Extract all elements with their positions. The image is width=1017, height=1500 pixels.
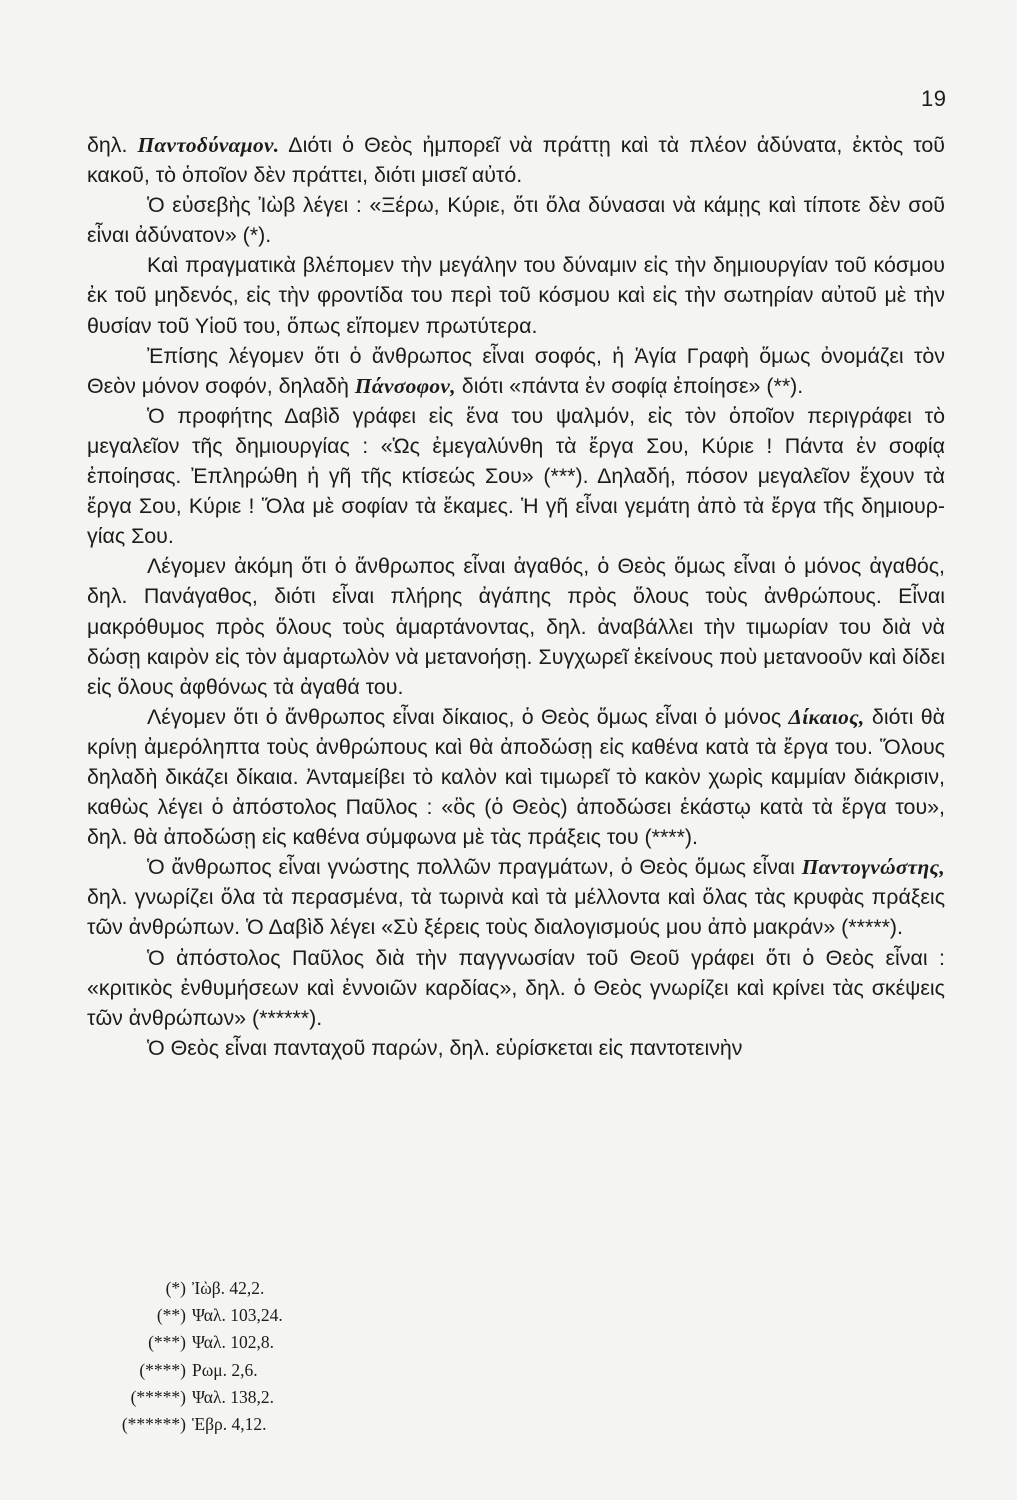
body-text [87,130,945,1063]
footnote-reference: Ρωμ. 2,6. [192,1359,258,1380]
footnote [100,1329,430,1356]
text-segment: διότι θὰ κρίνῃ ἀμερόληπτα τοὺς ἀνθρώπους καὶ θὰ ἀποδώσῃ εἰς καθένα κατὰ τὰ ἔργα του. Ὅλους δηλαδὴ δικάζει δίκαια. Ἀνταμείβει τὸ καλὸν καὶ τιμωρεῖ τὸ κακὸν χωρὶς καμμίαν διάκρισιν, καθὼς λέγει ὁ ἀπόστολος Παῦλος : «ὃς (ὁ Θεὸς) ἀποδώσει ἑκάστῳ κατὰ τὰ ἔργα του», δηλ. θὰ ἀποδώσῃ εἰς καθένα σύμφωνα μὲ τὰς πράξεις του (****). [87,704,945,850]
footnote-reference: Ψαλ. 138,2. [192,1386,274,1407]
footnote-mark: (*) [165,1278,186,1298]
footnote-mark: (****) [139,1359,186,1380]
emphasized-term: Παντοδύναμον. [137,133,280,157]
paragraph [87,341,945,401]
paragraph [87,401,945,551]
footnote [100,1411,430,1438]
emphasized-term: Δίκαιος, [788,704,865,729]
text-segment: Διότι ὁ Θεὸς ἠμπορεῖ νὰ πράττῃ καὶ τὰ πλέον ἀδύνατα, ἐκτὸς τοῦ κακοῦ, τὸ ὁποῖον δὲν πράττει, διότι μισεῖ αὐτό. [87,133,945,188]
paragraph [87,190,945,250]
text-segment: Καὶ πραγματικὰ βλέπομεν τὴν μεγάλην του δύναμιν εἰς τὴν δημιουργίαν τοῦ κόσμου ἐκ τοῦ μηδενός, εἰς τὴν φροντίδα του περὶ τοῦ κόσμου καὶ εἰς τὴν σωτηρίαν αὐτοῦ μὲ τὴν θυσίαν τοῦ Υἱοῦ του, ὅπως εἴπομεν πρωτύτερα. [87,253,945,338]
paragraph [87,130,945,190]
text-segment: Ἐπίσης λέγομεν ὅτι ὁ ἄνθρωπος εἶναι σοφός, ἡ Ἁγία Γραφὴ ὅμως ὀνομάζει τὸν Θεὸν μόνον σοφόν, δηλαδὴ [87,343,945,398]
footnote [100,1302,430,1329]
text-segment: Ὁ Θεὸς εἶναι πανταχοῦ παρών, δηλ. εὑρίσκεται εἰς παντοτεινὴν [147,1035,743,1060]
text-segment: διότι «πάντα ἐν σοφίᾳ ἐποίησε» (**). [455,373,804,398]
footnote-reference: Ἑβρ. 4,12. [192,1414,267,1435]
footnotes [100,1275,430,1438]
footnote-reference: Ψαλ. 103,24. [192,1305,283,1326]
footnote-mark: (**) [156,1305,186,1326]
paragraph [87,702,945,852]
paragraph [87,1033,945,1063]
text-segment: Λέγομεν ὅτι ὁ ἄνθρωπος εἶναι δίκαιος, ὁ Θεὸς ὅμως εἶναι ὁ μόνος [147,704,789,729]
paragraph [87,250,945,340]
footnote-mark: (*****) [130,1386,186,1407]
text-segment: Ὁ εὐσεβὴς Ἰὼβ λέγει : «Ξέρω, Κύριε, ὅτι ὅλα δύνασαι νὰ κάμῃς καὶ τίποτε δὲν σοῦ εἶναι ἀδύνατον» (*). [87,193,945,248]
emphasized-term: Πάνσοφον, [354,373,456,398]
text-segment: δηλ. [87,133,138,157]
footnote [100,1357,430,1384]
text-segment: δηλ. γνωρίζει ὅλα τὰ περασμένα, τὰ τωρινὰ καὶ τὰ μέλλοντα καὶ ὅλας τὰς κρυφὰς πράξεις τῶν ἀνθρώπων. Ὁ Δαβὶδ λέγει «Σὺ ξέρεις τοὺς διαλογισμούς μου ἀπὸ μακράν» (*****). [87,885,945,940]
paragraph [87,551,945,701]
footnote-reference: Ψαλ. 102,8. [192,1332,274,1353]
footnote-mark: (******) [121,1414,186,1435]
paragraph [87,852,945,942]
emphasized-term: Παντογνώστης, [801,855,945,880]
footnote [100,1384,430,1411]
page-number: 19 [921,86,947,111]
footnote [100,1275,430,1302]
footnote-mark: (***) [148,1332,186,1353]
text-segment: Ὁ προφήτης Δαβὶδ γράφει εἰς ἕνα του ψαλμόν, εἰς τὸν ὁποῖον περιγράφει τὸ μεγαλεῖον τῆς δημιουργίας : «Ὡς ἐμεγαλύνθη τὰ ἔργα Σου, Κύριε ! Πάντα ἐν σοφίᾳ ἐποίησας. Ἐπληρώθη ἡ γῆ τῆς κτίσεώς Σου» (***). Δηλαδή, πόσον μεγαλεῖον ἔχουν τὰ ἔργα Σου, Κύριε ! Ὅλα μὲ σοφίαν τὰ ἔκαμες. Ἡ γῆ εἶναι γεμάτη ἀπὸ τὰ ἔργα τῆς δημιουργίας Σου. [87,403,945,549]
text-segment: Ὁ ἀπόστολος Παῦλος διὰ τὴν παγγνωσίαν τοῦ Θεοῦ γράφει ὅτι ὁ Θεὸς εἶναι : «κριτικὸς ἐνθυμήσεων καὶ ἐννοιῶν καρδίας», δηλ. ὁ Θεὸς γνωρίζει καὶ κρίνει τὰς σκέψεις τῶν ἀνθρώπων» (******). [87,945,945,1030]
text-segment: Λέγομεν ἀκόμη ὅτι ὁ ἄνθρωπος εἶναι ἀγαθός, ὁ Θεὸς ὅμως εἶναι ὁ μόνος ἀγαθός, δηλ. Πανάγαθος, διότι εἶναι πλήρης ἀγάπης πρὸς ὅλους τοὺς ἀνθρώπους. Εἶναι μακρόθυμος πρὸς ὅλους τοὺς ἁμαρτάνοντας, δηλ. ἀναβάλλει τὴν τιμωρίαν του διὰ νὰ δώσῃ καιρὸν εἰς τὸν ἁμαρτωλὸν νὰ μετανοήσῃ. Συγχωρεῖ ἐκείνους ποὺ μετανοοῦν καὶ δίδει εἰς ὅλους ἀφθόνως τὰ ἀγαθά του. [87,554,945,699]
text-segment: Ὁ ἄνθρωπος εἶναι γνώστης πολλῶν πραγμάτων, ὁ Θεὸς ὅμως εἶναι [147,855,802,880]
paragraph [87,943,945,1033]
footnote-reference: Ἰὼβ. 42,2. [192,1278,265,1298]
